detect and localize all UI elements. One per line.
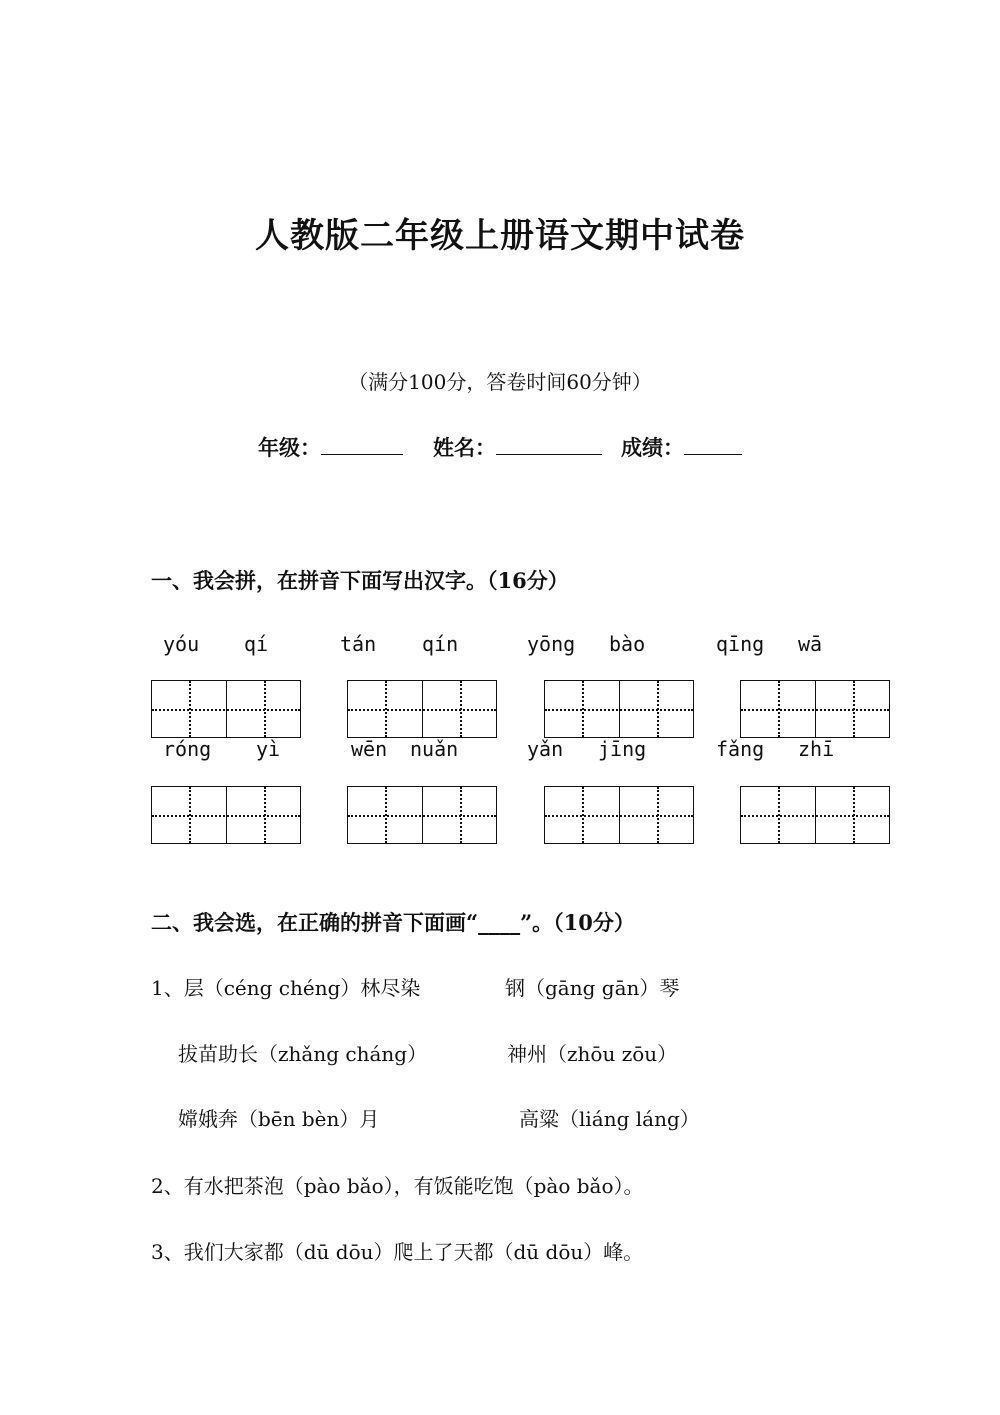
writing-grid[interactable] <box>544 680 694 738</box>
grade-blank[interactable] <box>321 434 403 455</box>
name-label: 姓名： <box>433 435 496 460</box>
pinyin-label: róng <box>163 737 212 761</box>
pinyin-label: bào <box>609 632 646 656</box>
pinyin-label: nuǎn <box>410 737 459 761</box>
pinyin-label: qín <box>422 632 459 656</box>
question-1b: 钢（gāng gān）琴 <box>505 976 680 1000</box>
score-label: 成绩： <box>621 435 684 460</box>
question-3: 3、我们大家都（dū dōu）爬上了天都（dū dōu）峰。 <box>151 1240 644 1264</box>
score-field <box>621 432 742 462</box>
writing-grid[interactable] <box>740 680 890 738</box>
pinyin-label: tán <box>340 632 377 656</box>
grade-field <box>258 432 403 462</box>
pinyin-label: wēn <box>351 737 388 761</box>
question-1a: 1、层（céng chéng）林尽染 <box>151 976 421 1000</box>
pinyin-label: yōng <box>527 632 576 656</box>
pinyin-label: wā <box>798 632 823 656</box>
pinyin-label: jīng <box>598 737 647 761</box>
writing-grid[interactable] <box>151 786 301 844</box>
name-blank[interactable] <box>496 434 602 455</box>
question-1c: 拔苗助长（zhǎng cháng） <box>178 1042 428 1066</box>
question-1d: 神州（zhōu zōu） <box>507 1042 678 1066</box>
writing-grid[interactable] <box>151 680 301 738</box>
grade-label: 年级： <box>258 435 321 460</box>
pinyin-label: qīng <box>716 632 765 656</box>
pinyin-label: zhī <box>798 737 835 761</box>
pinyin-label: qí <box>244 632 269 656</box>
writing-grid[interactable] <box>544 786 694 844</box>
question-2: 2、有水把茶泡（pào bǎo），有饭能吃饱（pào bǎo）。 <box>151 1174 644 1198</box>
section1-heading: 一、我会拼，在拼音下面写出汉字。（16分） <box>151 568 569 593</box>
pinyin-label: fǎng <box>716 737 765 761</box>
exam-subtitle: （满分100分，答卷时间60分钟） <box>348 370 652 394</box>
pinyin-label: yǎn <box>527 737 564 761</box>
name-field <box>433 432 602 462</box>
writing-grid[interactable] <box>347 786 497 844</box>
writing-grid[interactable] <box>740 786 890 844</box>
question-1e: 嫦娥奔（bēn bèn）月 <box>178 1107 380 1131</box>
section2-heading: 二、我会选，在正确的拼音下面画“____”。（10分） <box>151 910 635 935</box>
pinyin-label: yì <box>256 737 281 761</box>
score-blank[interactable] <box>684 434 742 455</box>
question-1f: 高粱（liáng láng） <box>519 1107 700 1131</box>
page-title: 人教版二年级上册语文期中试卷 <box>255 216 745 256</box>
pinyin-label: yóu <box>163 632 200 656</box>
writing-grid[interactable] <box>347 680 497 738</box>
